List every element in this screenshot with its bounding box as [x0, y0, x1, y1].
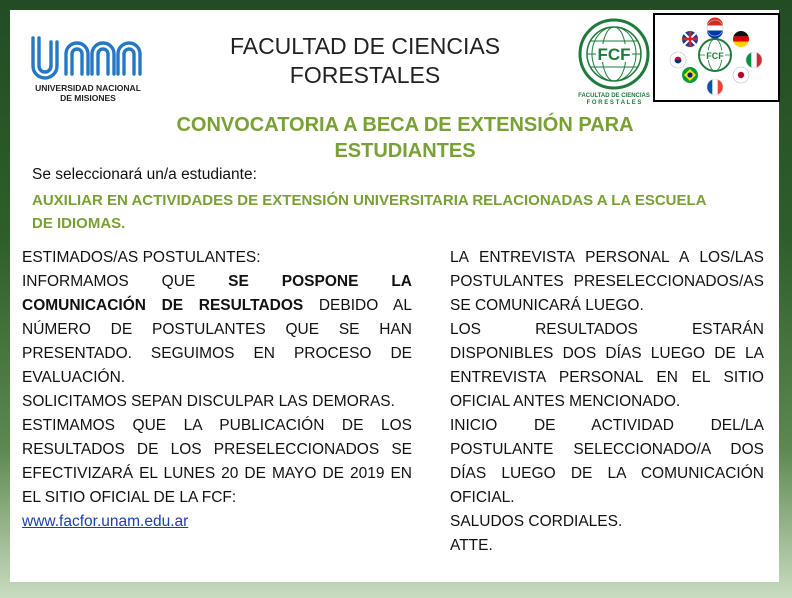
call-headline — [100, 112, 710, 164]
signoff-line: ATTE. — [450, 537, 493, 554]
language-flags-icon — [655, 15, 778, 100]
unam-caption — [22, 83, 154, 103]
site-link-line — [22, 510, 412, 534]
fcf-logo — [575, 16, 653, 112]
call-headline-line2: ESTUDIANTES — [334, 140, 476, 162]
greeting: ESTIMADOS/AS POSTULANTES: — [22, 249, 261, 266]
publication-date-paragraph: ESTIMAMOS QUE LA PUBLICACIÓN DE LOS RESULTADOS DE LOS PRESELECCIONADOS SE EFECTIVIZARÁ EL LUNES 20 DE MAYO DE 2019 EN EL SITIO OFICIAL DE LA FCF: — [22, 417, 412, 506]
regards-line: SALUDOS CORDIALES. — [450, 513, 623, 530]
flag-brazil-icon — [682, 67, 698, 83]
unam-logo — [22, 24, 154, 114]
notice-right-column — [450, 246, 764, 558]
results-paragraph: LOS RESULTADOS ESTARÁN DISPONIBLES DOS DÍAS LUEGO DE LA ENTREVISTA PERSONAL EN EL SITIO OFICIAL ANTES MENCIONADO. — [450, 321, 764, 410]
interview-paragraph: LA ENTREVISTA PERSONAL A LOS/LAS POSTULANTES PRESELECCIONADOS/AS SE COMUNICARÁ LUEGO. — [450, 249, 764, 314]
notice-left-column — [22, 246, 412, 534]
fcf-caption-line1: FACULTAD DE CIENCIAS — [578, 93, 650, 99]
postponement-reason: DEBIDO AL NÚMERO DE POSTULANTES QUE SE HAN PRESENTADO. SEGUIMOS EN PROCESO DE EVALUACIÓN. — [22, 297, 412, 386]
position-title — [32, 189, 767, 235]
apology-paragraph: SOLICITAMOS SEPAN DISCULPAR LAS DEMORAS. — [22, 393, 395, 410]
faculty-title-line2: FORESTALES — [289, 62, 441, 88]
flag-gb-icon — [682, 31, 698, 47]
postponement-paragraph — [22, 270, 412, 390]
language-center-text: FCF — [706, 51, 724, 61]
unam-caption-line1: UNIVERSIDAD NACIONAL — [35, 83, 141, 93]
fcf-caption — [575, 93, 653, 107]
postponement-intro: INFORMAMOS QUE — [22, 273, 229, 290]
flag-japan-icon — [733, 67, 749, 83]
flag-france-icon — [707, 79, 723, 95]
unam-logo-icon — [28, 34, 148, 82]
official-site-link[interactable]: www.facfor.unam.edu.ar — [22, 513, 189, 530]
start-activity-paragraph: INICIO DE ACTIVIDAD DEL/LA POSTULANTE SELECCIONADO/A DOS DÍAS LUEGO DE LA COMUNICACIÓN OFICIAL. — [450, 417, 764, 506]
fcf-logo-icon — [575, 16, 653, 92]
call-headline-line1: CONVOCATORIA A BECA DE EXTENSIÓN PARA — [176, 114, 634, 136]
position-title-line2: DE IDIOMAS. — [32, 215, 126, 232]
fcf-caption-line2: F O R E S T A L E S — [586, 100, 642, 106]
position-title-line1: AUXILIAR EN ACTIVIDADES DE EXTENSIÓN UNIVERSITARIA RELACIONADAS A LA ESCUELA — [32, 192, 707, 209]
language-school-logo — [653, 13, 780, 102]
selection-label: Se seleccionará un/a estudiante: — [32, 166, 257, 183]
flag-paraguay-icon — [707, 18, 723, 39]
faculty-title — [200, 32, 530, 90]
fcf-logo-text: FCF — [597, 45, 631, 64]
flag-italy-icon — [746, 52, 762, 68]
postponement-emphasis: SE POSPONE LA COMUNICACIÓN DE RESULTADOS — [22, 273, 412, 314]
flag-korea-icon — [670, 52, 686, 68]
announcement-sheet — [10, 10, 779, 582]
faculty-title-line1: FACULTAD DE CIENCIAS — [229, 33, 501, 59]
flag-germany-icon — [733, 31, 749, 47]
unam-caption-line2: DE MISIONES — [60, 93, 116, 103]
